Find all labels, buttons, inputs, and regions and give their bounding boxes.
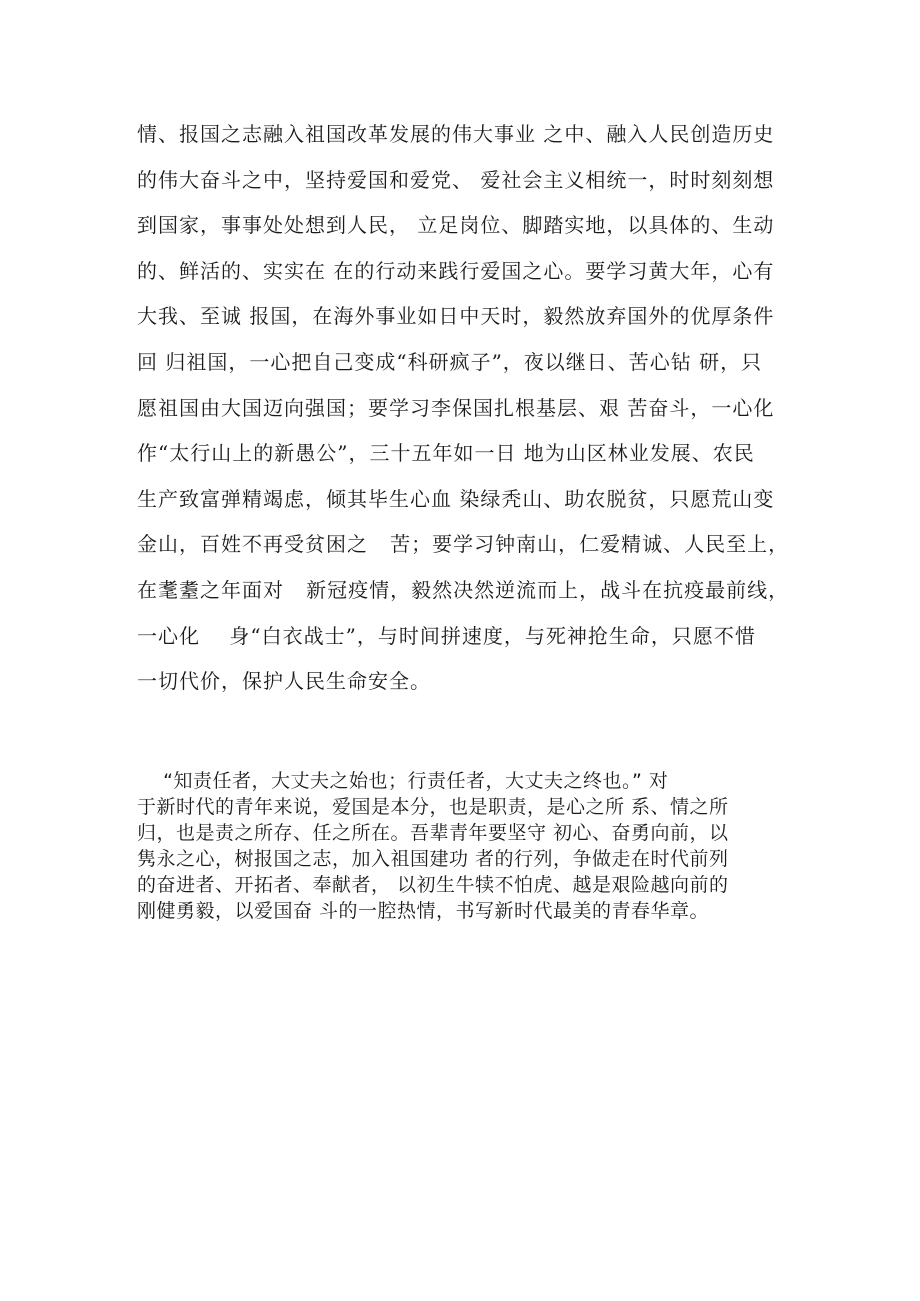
text-line: 一切代价，保护人民生命安全。 xyxy=(137,669,431,694)
text-line: 作“太行山上的新愚公”，三十五年如一日 地为山区林业发展、农民 xyxy=(137,441,755,466)
body-paragraph-1 xyxy=(137,112,817,705)
text-line: 情、报国之志融入祖国改革发展的伟大事业 之中、融入人民创造历史 xyxy=(137,122,775,146)
text-line: 一心化 身“白衣战士”，与时间拼速度，与死神抢生命，只愿不惜 xyxy=(137,623,756,648)
text-line: 在耄耋之年面对 新冠疫情，毅然决然逆流而上，战斗在抗疫最前线， xyxy=(137,577,790,602)
text-line: 刚健勇毅，以爱国奋 斗的一腔热情，书写新时代最美的青春华章。 xyxy=(137,900,710,922)
text-line: 隽永之心，树报国之志，加入祖国建功 者的行列，争做走在时代前列 xyxy=(137,848,729,870)
text-line: 的、鲜活的、实实在 在的行动来践行爱国之心。要学习黄大年，心有 xyxy=(137,258,775,283)
text-line: 于新时代的青年来说，爱国是本分，也是职责，是心之所 系、情之所 xyxy=(137,796,729,818)
text-line: 归，也是责之所存、任之所在。吾辈青年要坚守 初心、奋勇向前，以 xyxy=(137,822,729,844)
text-line: 金山，百姓不再受贫困之 苦；要学习钟南山，仁爱精诚、人民至上， xyxy=(137,532,790,557)
text-line: 大我、至诚 报国，在海外事业如日中天时，毅然放弃国外的优厚条件 xyxy=(137,304,775,329)
text-line: 回 归祖国，一心把自己变成“科研疯子”，夜以继日、苦心钻 研，只 xyxy=(137,349,763,374)
body-paragraph-2 xyxy=(137,768,817,924)
text-line: “知责任者，大丈夫之始也；行责任者，大丈夫之终也。” 对 xyxy=(137,770,669,792)
text-line: 的奋进者、开拓者、奉献者， 以初生牛犊不怕虎、越是艰险越向前的 xyxy=(137,874,729,896)
text-line: 到国家，事事处处想到人民， 立足岗位、脚踏实地，以具体的、生动 xyxy=(137,213,775,238)
text-line: 的伟大奋斗之中，坚持爱国和爱党、 爱社会主义相统一，时时刻刻想 xyxy=(137,167,775,192)
text-line: 愿祖国由大国迈向强国；要学习李保国扎根基层、艰 苦奋斗，一心化 xyxy=(137,395,775,420)
text-line: 生产致富弹精竭虑，倾其毕生心血 染绿秃山、助农脱贫，只愿荒山变 xyxy=(137,486,775,511)
